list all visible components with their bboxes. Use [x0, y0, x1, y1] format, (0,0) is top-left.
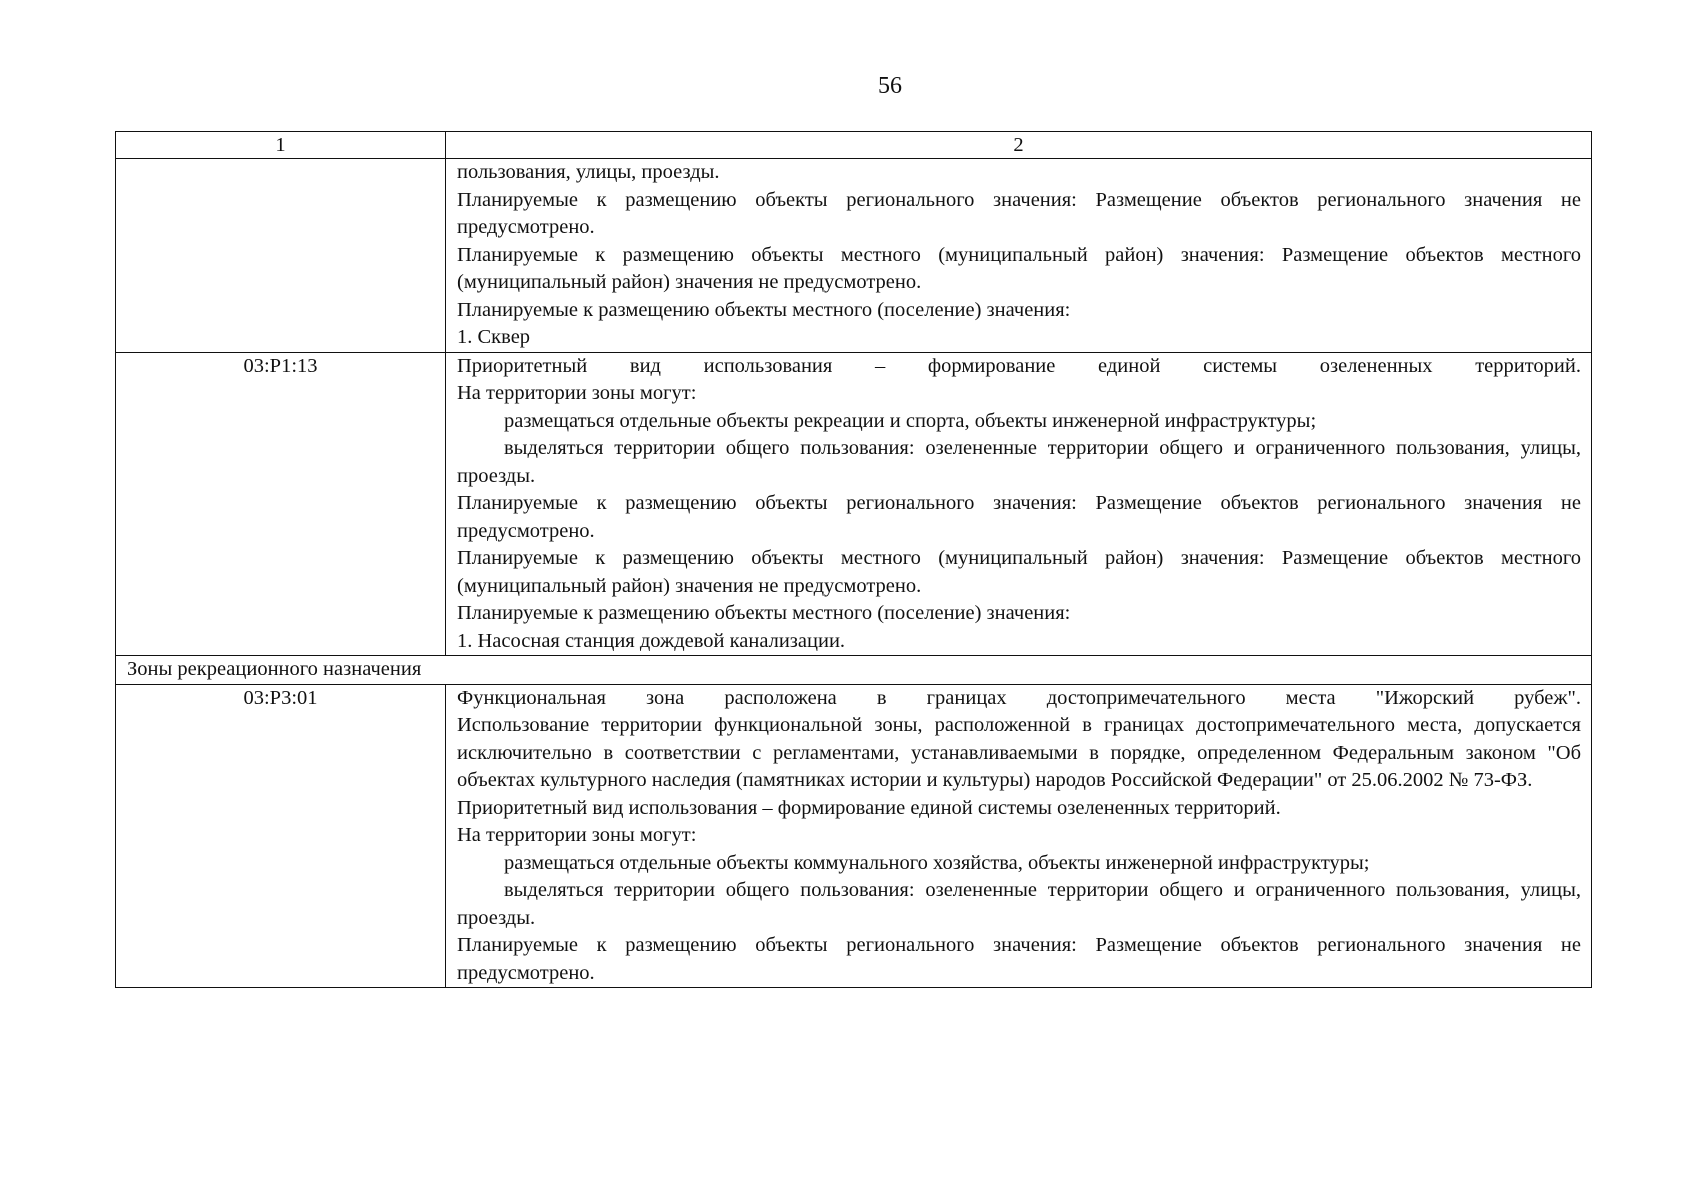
zone-code-cell: 03:Р3:01 [116, 684, 446, 988]
paragraph: Планируемые к размещению объекты регионального значения: Размещение объектов регионального значения не предусмотрено. [457, 492, 1581, 542]
paragraph: На территории зоны могут: [457, 382, 697, 404]
paragraph: выделяться территории общего пользования: озелененные территории общего и ограниченного пользования, улицы, проезды. [457, 879, 1581, 929]
column-header-1: 1 [116, 132, 446, 159]
paragraph: Планируемые к размещению объекты местного (муниципальный район) значения: Размещение объектов местного (муниципальный район) значения не предусмотрено. [457, 547, 1581, 597]
paragraph: Планируемые к размещению объекты местного (муниципальный район) значения: Размещение объектов местного (муниципальный район) значения не предусмотрено. [457, 243, 1581, 293]
paragraph: На территории зоны могут: [457, 824, 697, 846]
paragraph: Функциональная зона расположена в границах достопримечательного места "Ижорский рубеж". [457, 686, 1581, 709]
zone-description-cell [446, 159, 1592, 353]
table-row [116, 684, 1592, 988]
paragraph: Приоритетный вид использования – формирование единой системы озелененных территорий. [457, 796, 1281, 819]
zone-description-cell [446, 352, 1592, 656]
paragraph: Использование территории функциональной зоны, расположенной в границах достопримечательного места, допускается исключительно в соответствии с регламентами, устанавливаемыми в порядке, определенном Федеральным законом "Об объектах культурного наследия (памятниках истории и культуры) народов Российской Федерации" от 25.06.2002 № 73-ФЗ. [457, 714, 1581, 791]
section-title: Зоны рекреационного назначения [116, 656, 1592, 685]
table-row [116, 352, 1592, 656]
zones-table [115, 131, 1592, 988]
page-number: 56 [878, 73, 902, 99]
paragraph: 1. Насосная станция дождевой канализации. [457, 629, 846, 652]
paragraph: размещаться отдельные объекты рекреации и спорта, объекты инженерной инфраструктуры; [504, 409, 1317, 432]
paragraph: Планируемые к размещению объекты местного (поселение) значения: [457, 298, 1071, 321]
zone-description-cell [446, 684, 1592, 988]
paragraph: выделяться территории общего пользования: озелененные территории общего и ограниченного пользования, улицы, проезды. [457, 437, 1581, 487]
paragraph: Планируемые к размещению объекты регионального значения: Размещение объектов регионального значения не предусмотрено. [457, 934, 1581, 984]
paragraph: размещаться отдельные объекты коммунального хозяйства, объекты инженерной инфраструктуры; [504, 851, 1370, 874]
paragraph: 1. Сквер [457, 326, 531, 348]
paragraph: Планируемые к размещению объекты местного (поселение) значения: [457, 602, 1071, 624]
table-row [116, 159, 1592, 353]
paragraph: пользования, улицы, проезды. [457, 161, 720, 183]
zone-code-cell [116, 159, 446, 353]
paragraph: Приоритетный вид использования – формирование единой системы озелененных территорий. [457, 354, 1581, 377]
table-header-row [116, 132, 1592, 159]
paragraph: Планируемые к размещению объекты регионального значения: Размещение объектов регионального значения не предусмотрено. [457, 188, 1581, 238]
section-row [116, 656, 1592, 685]
zone-code-cell: 03:Р1:13 [116, 352, 446, 656]
column-header-2: 2 [446, 132, 1592, 159]
